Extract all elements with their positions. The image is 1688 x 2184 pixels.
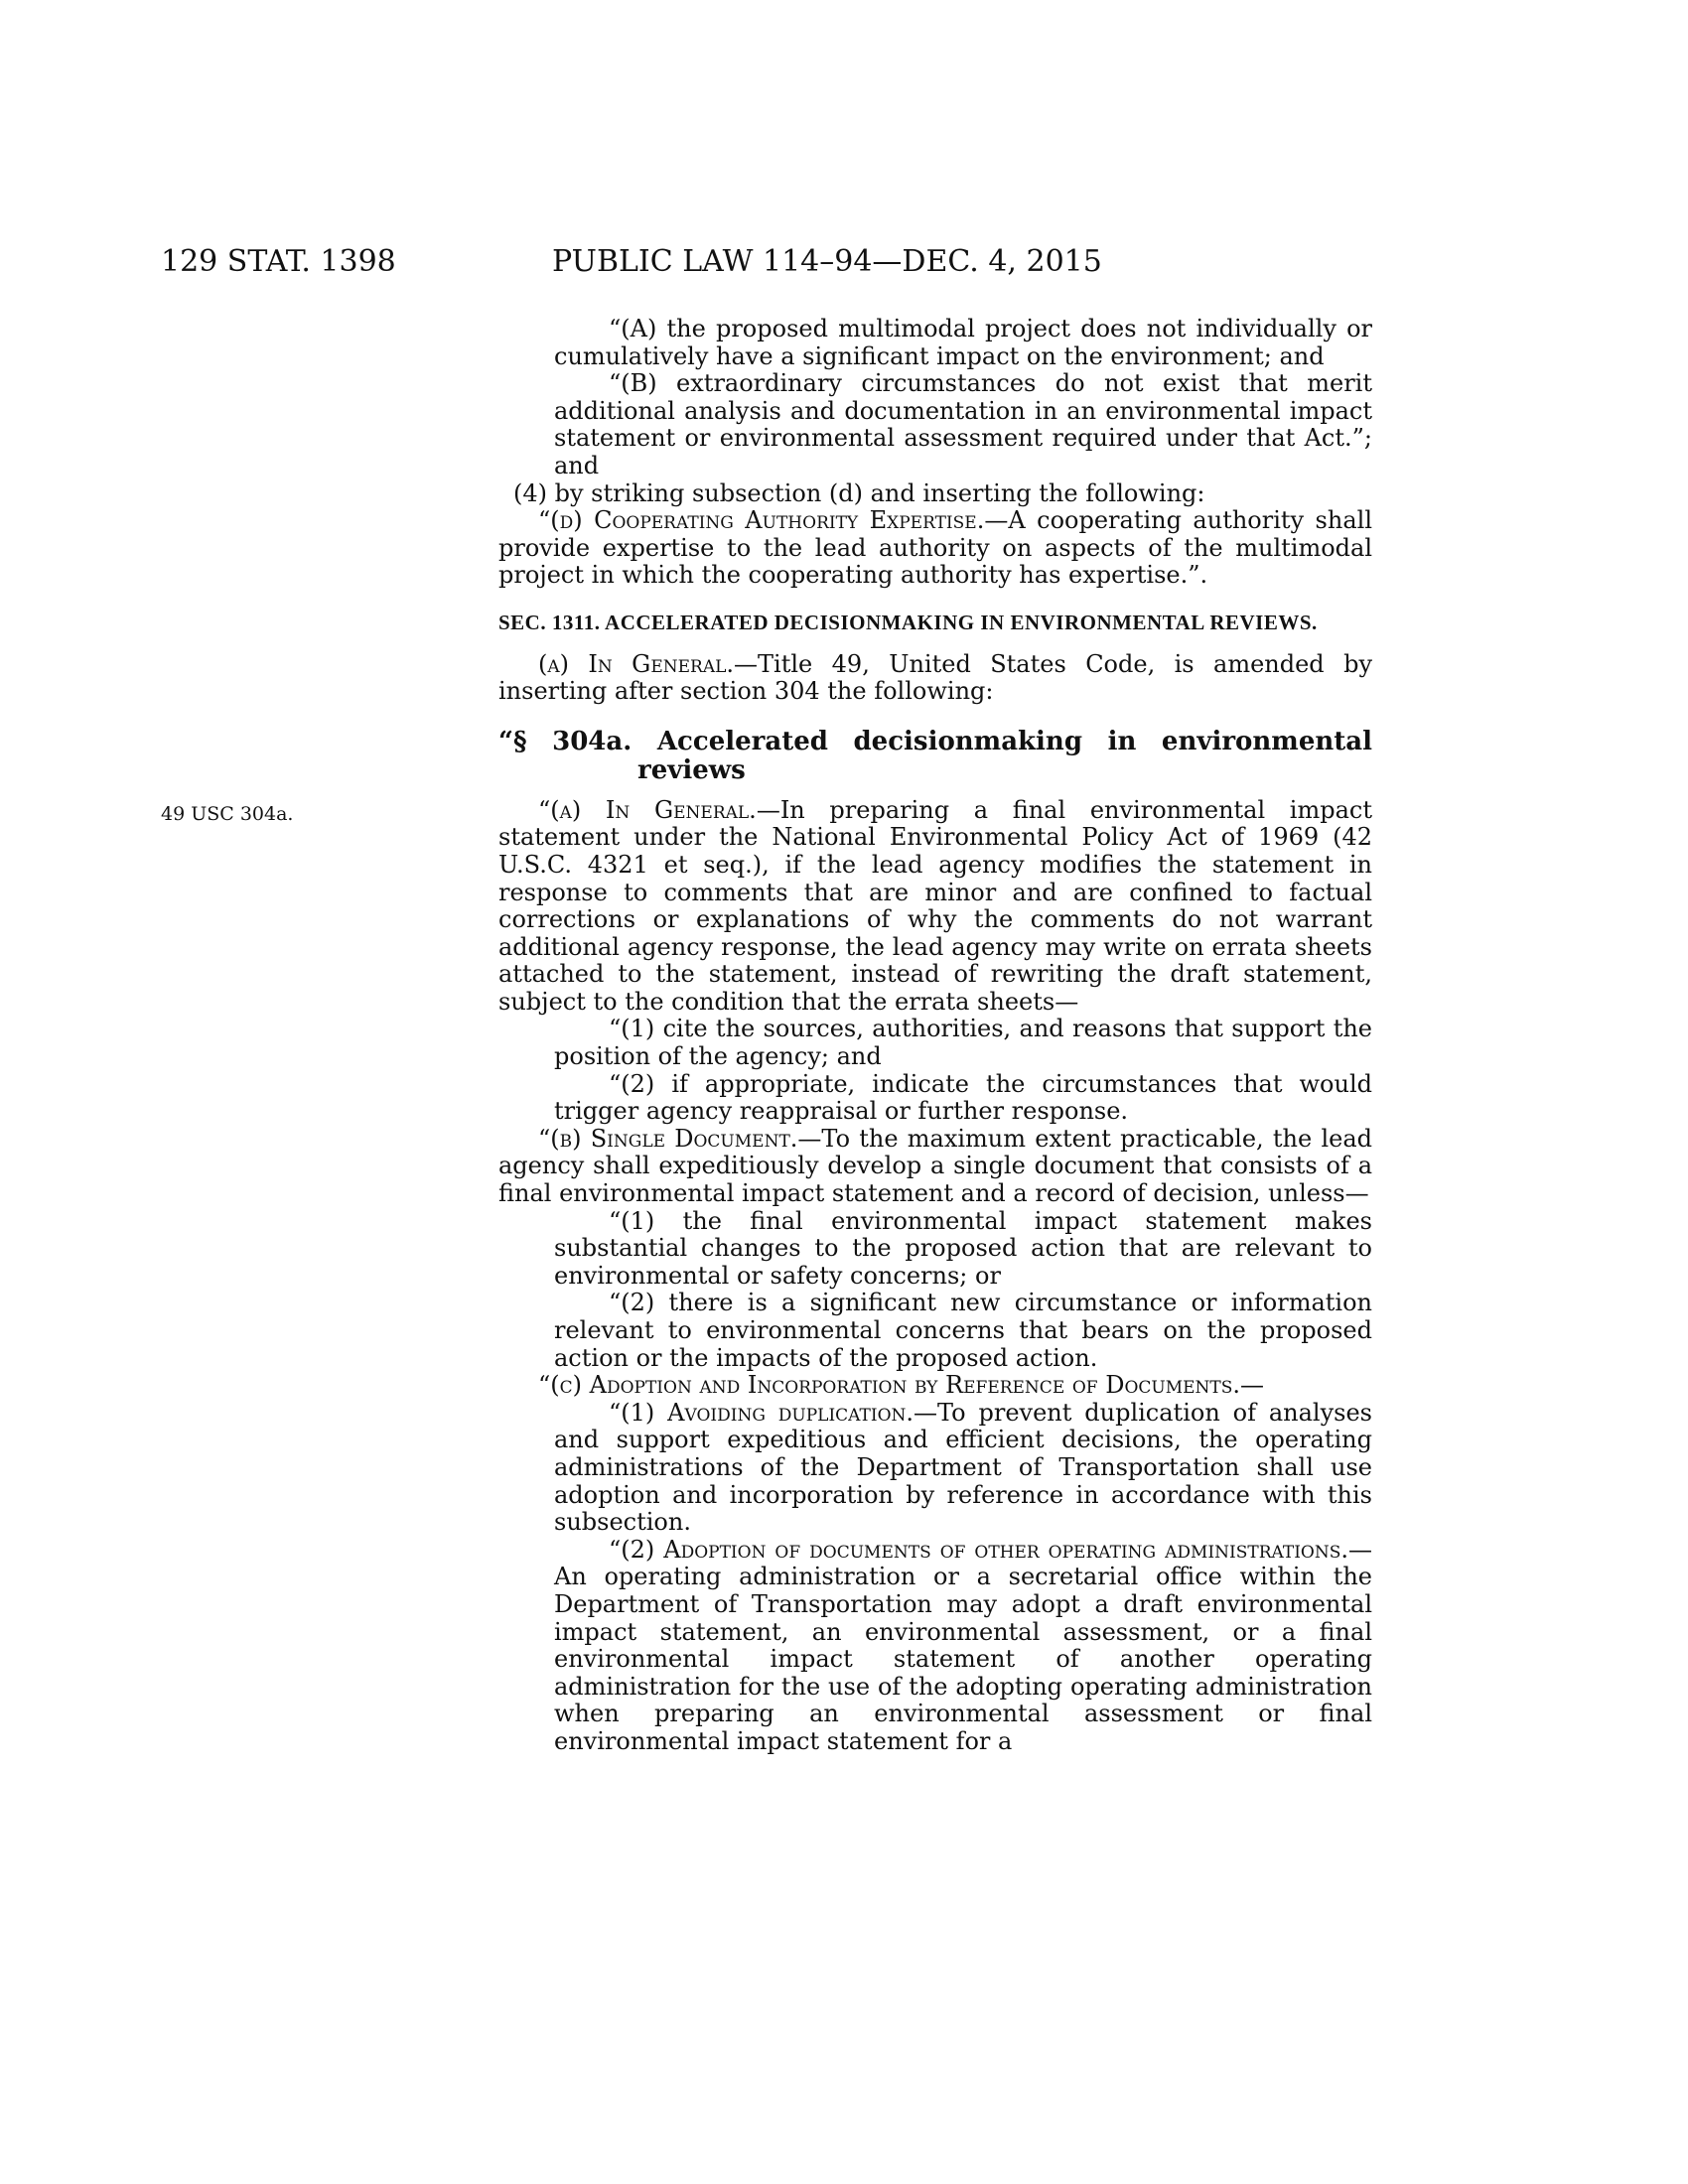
single-document-item-2: “(2) there is a significant new circumstance or information relevant to environmental concerns that bears on the proposed action or the impacts of the proposed action. (554, 1289, 1372, 1372)
paragraph-b: “(B) extraordinary circumstances do not exist that merit additional analysis and documentation in an environmental impact statement or environmental assessment required under that Act.”; and (554, 369, 1372, 479)
subsection-c-1 (498, 1400, 1372, 1537)
subsection-c (498, 1372, 1372, 1400)
subsection-a-general (498, 797, 1372, 1017)
subsection-a-general-label: “(a) In General. (538, 795, 757, 824)
single-document-item-1: “(1) the final environmental impact statement makes substantial changes to the proposed action that are relevant to environmental or safety concerns; or (554, 1206, 1372, 1290)
subsection-b (498, 1126, 1372, 1208)
section-304a-title: “§ 304a. Accelerated decisionmaking in environmental reviews (498, 726, 1372, 785)
errata-item-2: “(2) if appropriate, indicate the circumstances that would trigger agency reappraisal or further response. (554, 1069, 1372, 1126)
statute-page-number: 129 STAT. 1398 (161, 244, 396, 279)
margin-note: 49 USC 304a. (161, 803, 294, 825)
subsection-a-text: —Title 49, United States Code, is amended by inserting after section 304 the following: (498, 649, 1372, 706)
paragraph-d-text: —A cooperating authority shall provide expertise to the lead authority on aspects of the multimodal project in which the cooperating authority has expertise.”. (498, 506, 1372, 590)
subsection-c-2-text: —An operating administration or a secretarial office within the Department of Transportation may adopt a draft environmental impact statement, an environmental assessment, or a final environmental impact statement of another operating administration for the use of the adopting operating administration when preparing an environmental assessment or final environmental impact statement for a (554, 1535, 1372, 1755)
document-body (498, 316, 1372, 1756)
subsection-c-1-label: “(1) Avoiding duplication. (609, 1398, 914, 1427)
subsection-a-general-text: —In preparing a final environmental impact statement under the National Environmental Policy Act of 1969 (42 U.S.C. 4321 et seq.), if the lead agency modifies the statement in response to comments that are minor and are confined to factual corrections or explanations of why the comments do not warrant additional agency response, the lead agency may write on errata sheets attached to the statement, instead of rewriting the draft statement, subject to the condition that the errata sheets— (498, 795, 1372, 1016)
subsection-b-text: —To the maximum extent practicable, the lead agency shall expeditiously develop a single document that consists of a final environmental impact statement and a record of decision, unless— (498, 1124, 1372, 1208)
section-heading: SEC. 1311. ACCELERATED DECISIONMAKING IN ENVIRONMENTAL REVIEWS. (498, 610, 1318, 634)
subsection-c-2 (498, 1537, 1372, 1756)
page-header (0, 244, 1688, 284)
subsection-a-label: (a) In General. (538, 649, 735, 678)
public-law-citation: PUBLIC LAW 114–94—DEC. 4, 2015 (552, 244, 1102, 279)
subsection-c-text: — (1240, 1371, 1265, 1400)
subsection-b-label: “(b) Single Document. (538, 1124, 798, 1153)
paragraph-a: “(A) the proposed multimodal project does not individually or cumulatively have a significant impact on the environment; and (554, 315, 1372, 370)
subsection-a-amendment (498, 651, 1372, 706)
paragraph-d-label: “(d) Cooperating Authority Expertise. (538, 506, 985, 535)
paragraph-4: (4) by striking subsection (d) and inserting the following: (513, 478, 1205, 507)
paragraph-d (498, 507, 1372, 590)
errata-item-1: “(1) cite the sources, authorities, and reasons that support the position of the agency; and (554, 1015, 1372, 1071)
subsection-c-label: “(c) Adoption and Incorporation by Reference of Documents. (538, 1371, 1241, 1400)
subsection-c-1-text: —To prevent duplication of analyses and support expeditious and efficient decisions, the operating administrations of the Department of Transportation shall use adoption and incorporation by reference in accordance with this subsection. (554, 1398, 1372, 1537)
subsection-c-2-label: “(2) Adoption of documents of other operating administrations. (609, 1535, 1348, 1564)
